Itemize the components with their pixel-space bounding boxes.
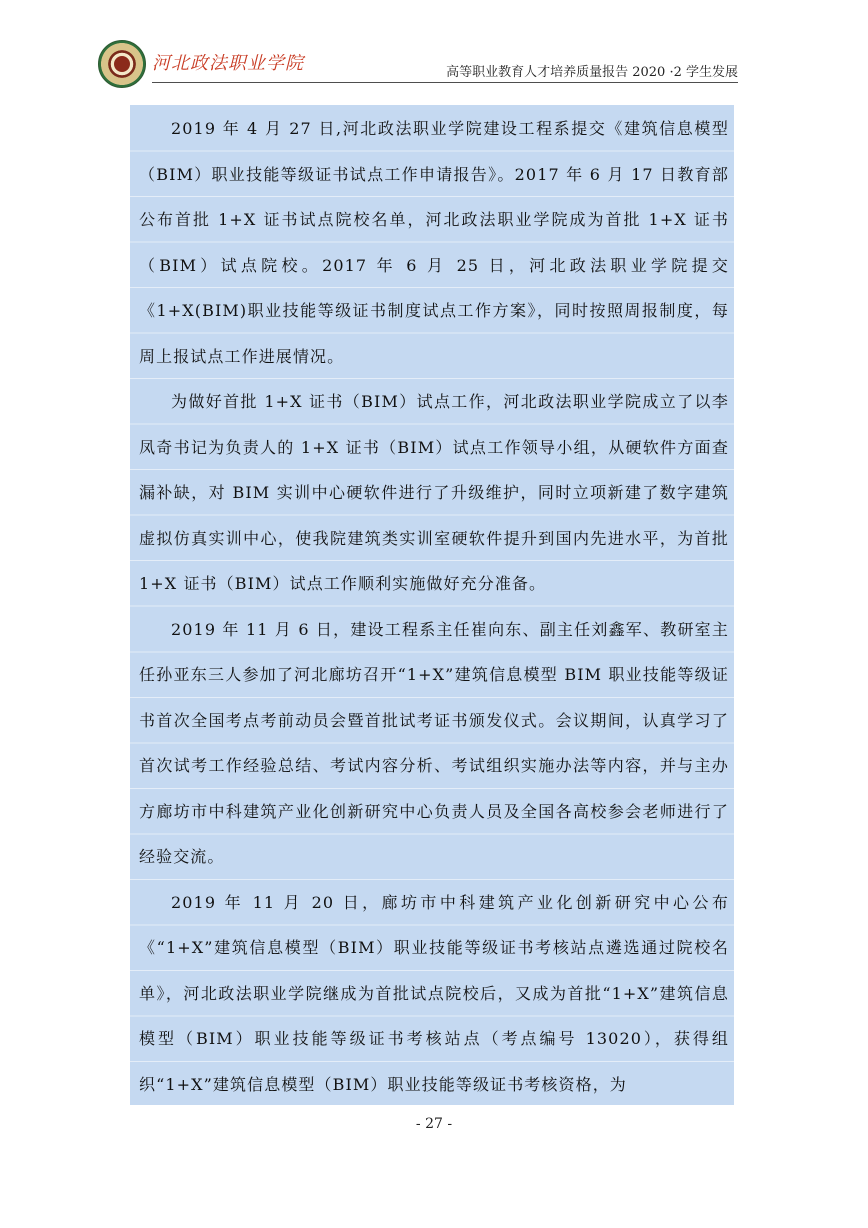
report-title: 高等职业教育人才培养质量报告 2020 ·2 学生发展 [446, 65, 738, 80]
page-header [98, 38, 738, 88]
paragraph-2: 为做好首批 1+X 证书（BIM）试点工作，河北政法职业学院成立了以李凤奇书记为负责人的 1+X 证书（BIM）试点工作领导小组，从硬软件方面查漏补缺，对 BIM 实训中心硬软件进行了升级维护，同时立项新建了数字建筑虚拟仿真实训中心，使我院建筑类实训室硬软件提升到国内先进水平，为首批 1+X 证书（BIM）试点工作顺利实施做好充分准备。 [130, 379, 734, 607]
header-divider [152, 82, 738, 83]
highlighted-text-block [130, 105, 734, 1105]
page-number: - 27 - [415, 1116, 453, 1132]
paragraph-3: 2019 年 11 月 6 日，建设工程系主任崔向东、副主任刘鑫军、教研室主任孙亚东三人参加了河北廊坊召开“1+X”建筑信息模型 BIM 职业技能等级证书首次全国考点考前动员会暨首批试考证书颁发仪式。会议期间，认真学习了首次试考工作经验总结、考试内容分析、考试组织实施办法等内容，并与主办方廊坊市中科建筑产业化创新研究中心负责人员及全国各高校参会老师进行了经验交流。 [130, 607, 734, 880]
paragraph-1: 2019 年 4 月 27 日,河北政法职业学院建设工程系提交《建筑信息模型（BIM）职业技能等级证书试点工作申请报告》。2017 年 6 月 17 日教育部公布首批 1+X 证书试点院校名单，河北政法职业学院成为首批 1+X 证书（BIM）试点院校。2017 年 6 月 25 日，河北政法职业学院提交《1+X(BIM)职业技能等级证书制度试点工作方案》，同时按照周报制度，每周上报试点工作进展情况。 [130, 106, 734, 379]
paragraph-4: 2019 年 11 月 20 日，廊坊市中科建筑产业化创新研究中心公布《“1+X”建筑信息模型（BIM）职业技能等级证书考核站点遴选通过院校名单》，河北政法职业学院继成为首批试点院校后，又成为首批“1+X”建筑信息模型（BIM）职业技能等级证书考核站点（考点编号 13020），获得组织“1+X”建筑信息模型（BIM）职业技能等级证书考核资格，为 [130, 880, 734, 1106]
school-emblem-logo [98, 40, 146, 88]
school-name-logo: 河北政法职业学院 [152, 53, 304, 74]
